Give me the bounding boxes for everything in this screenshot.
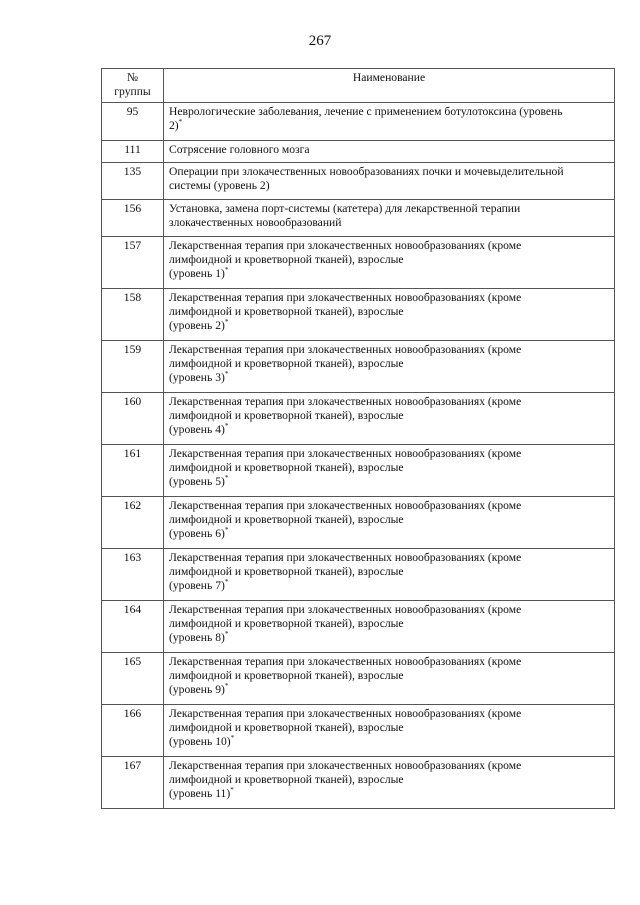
table-row — [102, 289, 615, 341]
group-name-text: Неврологические заболевания, лечение с применением ботулотоксина (уровень — [169, 105, 563, 118]
group-name-text: Лекарственная терапия при злокачественных новообразованиях (кроме — [169, 707, 522, 720]
group-name-line — [169, 759, 609, 773]
table-row — [102, 103, 615, 141]
group-number-cell: 95 — [102, 103, 164, 141]
group-name-line — [169, 357, 609, 371]
group-name-text: лимфоидной и кроветворной тканей), взрослые — [169, 513, 404, 526]
group-name-cell — [164, 200, 615, 237]
group-name-line — [169, 395, 609, 409]
table-row — [102, 200, 615, 237]
group-name-line — [169, 461, 609, 475]
group-name-text: лимфоидной и кроветворной тканей), взрослые — [169, 773, 404, 786]
group-name-cell — [164, 705, 615, 757]
group-name-line — [169, 655, 609, 669]
name-header: Наименование — [164, 69, 615, 103]
group-name-cell — [164, 445, 615, 497]
group-name-line — [169, 527, 609, 541]
group-number-cell: 167 — [102, 757, 164, 809]
group-name-line — [169, 617, 609, 631]
group-name-line — [169, 513, 609, 527]
table-row — [102, 549, 615, 601]
group-name-line — [169, 165, 609, 179]
group-name-line — [169, 787, 609, 801]
group-name-line — [169, 683, 609, 697]
footnote-mark: * — [224, 526, 229, 535]
group-name-text: (уровень 3) — [169, 371, 225, 384]
header-row — [102, 69, 615, 103]
group-number-cell: 111 — [102, 141, 164, 163]
group-name-line — [169, 319, 609, 333]
group-name-text: лимфоидной и кроветворной тканей), взрослые — [169, 669, 404, 682]
group-name-text: Операции при злокачественных новообразованиях почки и мочевыделительной — [169, 165, 564, 178]
group-name-cell — [164, 601, 615, 653]
group-name-line — [169, 707, 609, 721]
group-name-text: Лекарственная терапия при злокачественных новообразованиях (кроме — [169, 239, 522, 252]
page-number: 267 — [308, 33, 332, 49]
group-name-text: Лекарственная терапия при злокачественных новообразованиях (кроме — [169, 343, 522, 356]
group-name-text: (уровень 8) — [169, 631, 225, 644]
table-row — [102, 393, 615, 445]
group-name-text: лимфоидной и кроветворной тканей), взрослые — [169, 253, 404, 266]
group-name-text: Лекарственная терапия при злокачественных новообразованиях (кроме — [169, 759, 522, 772]
group-name-cell — [164, 237, 615, 289]
table-row — [102, 237, 615, 289]
group-name-line — [169, 551, 609, 565]
group-name-line — [169, 267, 609, 281]
footnote-mark: * — [224, 474, 229, 483]
group-name-text: (уровень 9) — [169, 683, 225, 696]
group-name-cell — [164, 393, 615, 445]
table-header — [102, 69, 615, 103]
group-name-text: системы (уровень 2) — [169, 179, 270, 192]
group-name-line — [169, 143, 609, 157]
group-number-cell: 162 — [102, 497, 164, 549]
group-name-cell — [164, 141, 615, 163]
group-name-cell — [164, 757, 615, 809]
group-name-line — [169, 631, 609, 645]
group-name-text: (уровень 7) — [169, 579, 225, 592]
group-name-line — [169, 773, 609, 787]
group-name-text: Лекарственная терапия при злокачественных новообразованиях (кроме — [169, 499, 522, 512]
group-name-text: Установка, замена порт-системы (катетера) для лекарственной терапии — [169, 202, 521, 215]
footnote-mark: * — [224, 578, 229, 587]
groups-table — [101, 68, 615, 809]
group-name-line — [169, 603, 609, 617]
group-name-text: Лекарственная терапия при злокачественных новообразованиях (кроме — [169, 655, 522, 668]
group-number-cell: 161 — [102, 445, 164, 497]
group-name-line — [169, 291, 609, 305]
table-row — [102, 141, 615, 163]
group-name-text: (уровень 1) — [169, 267, 225, 280]
group-name-text: лимфоидной и кроветворной тканей), взрослые — [169, 357, 404, 370]
group-name-text: 2) — [169, 119, 179, 132]
group-name-text: лимфоидной и кроветворной тканей), взрослые — [169, 721, 404, 734]
group-name-line — [169, 179, 609, 193]
footnote-mark: * — [230, 786, 234, 795]
group-number-cell: 156 — [102, 200, 164, 237]
group-name-text: (уровень 5) — [169, 475, 225, 488]
group-name-cell — [164, 341, 615, 393]
table-row — [102, 601, 615, 653]
table-row — [102, 757, 615, 809]
footnote-mark: * — [224, 318, 229, 327]
table-row — [102, 705, 615, 757]
group-name-line — [169, 735, 609, 749]
footnote-mark: * — [224, 682, 229, 691]
footnote-mark: * — [230, 734, 235, 743]
group-number-cell: 166 — [102, 705, 164, 757]
group-name-text: (уровень 6) — [169, 527, 225, 540]
group-name-text: лимфоидной и кроветворной тканей), взрослые — [169, 461, 404, 474]
group-name-text: лимфоидной и кроветворной тканей), взрослые — [169, 305, 404, 318]
group-number-cell: 165 — [102, 653, 164, 705]
group-name-text: (уровень 4) — [169, 423, 225, 436]
group-name-text: (уровень 11) — [169, 787, 231, 800]
group-name-text: Сотрясение головного мозга — [169, 143, 310, 156]
group-name-line — [169, 409, 609, 423]
group-name-line — [169, 371, 609, 385]
group-name-text: (уровень 10) — [169, 735, 231, 748]
group-name-line — [169, 239, 609, 253]
group-name-line — [169, 305, 609, 319]
group-name-text: Лекарственная терапия при злокачественных новообразованиях (кроме — [169, 447, 522, 460]
group-number-header-line2: группы — [114, 85, 151, 98]
footnote-mark: * — [224, 630, 229, 639]
group-name-line — [169, 721, 609, 735]
group-name-text: злокачественных новообразований — [169, 216, 342, 229]
group-number-cell: 157 — [102, 237, 164, 289]
group-name-cell — [164, 289, 615, 341]
group-name-line — [169, 669, 609, 683]
group-name-line — [169, 565, 609, 579]
group-name-cell — [164, 163, 615, 200]
group-name-text: лимфоидной и кроветворной тканей), взрослые — [169, 617, 404, 630]
table-row — [102, 445, 615, 497]
group-name-line — [169, 447, 609, 461]
footnote-mark: * — [224, 370, 229, 379]
group-name-line — [169, 216, 609, 230]
group-name-line — [169, 105, 609, 119]
group-name-line — [169, 579, 609, 593]
group-number-cell: 160 — [102, 393, 164, 445]
group-name-text: (уровень 2) — [169, 319, 225, 332]
table-row — [102, 163, 615, 200]
group-number-cell: 159 — [102, 341, 164, 393]
group-name-line — [169, 253, 609, 267]
group-number-header — [102, 69, 164, 103]
group-name-text: Лекарственная терапия при злокачественных новообразованиях (кроме — [169, 291, 522, 304]
group-name-cell — [164, 103, 615, 141]
group-name-text: Лекарственная терапия при злокачественных новообразованиях (кроме — [169, 603, 522, 616]
group-name-text: Лекарственная терапия при злокачественных новообразованиях (кроме — [169, 551, 522, 564]
footnote-mark: * — [178, 118, 183, 127]
group-number-header-line1: № — [126, 71, 139, 84]
group-number-cell: 135 — [102, 163, 164, 200]
group-number-cell: 164 — [102, 601, 164, 653]
group-name-line — [169, 119, 609, 133]
group-name-line — [169, 499, 609, 513]
footnote-mark: * — [224, 422, 229, 431]
group-number-cell: 158 — [102, 289, 164, 341]
table-row — [102, 341, 615, 393]
group-name-line — [169, 202, 609, 216]
table-body — [102, 103, 615, 809]
table-row — [102, 653, 615, 705]
group-name-line — [169, 423, 609, 437]
footnote-mark: * — [224, 266, 229, 275]
group-name-line — [169, 343, 609, 357]
group-name-cell — [164, 653, 615, 705]
group-name-text: лимфоидной и кроветворной тканей), взрослые — [169, 409, 404, 422]
group-name-cell — [164, 549, 615, 601]
group-name-line — [169, 475, 609, 489]
group-name-text: лимфоидной и кроветворной тканей), взрослые — [169, 565, 404, 578]
group-name-text: Лекарственная терапия при злокачественных новообразованиях (кроме — [169, 395, 522, 408]
table-row — [102, 497, 615, 549]
group-number-cell: 163 — [102, 549, 164, 601]
group-name-cell — [164, 497, 615, 549]
